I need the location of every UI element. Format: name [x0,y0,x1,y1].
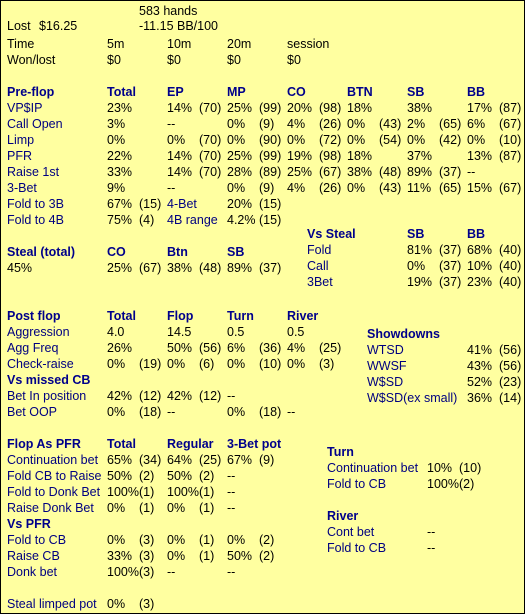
postflop-row-2-turn: 0% [227,357,246,371]
postflop-row-2-flop-n: (6) [199,357,215,371]
preflop-row-0-bb: 17% [467,101,493,115]
flop-pfr-row-1-total-n: (2) [139,469,155,483]
vs-steal-title: Vs Steal [307,227,356,241]
vs-pfr-row-0-regular-n: (1) [199,533,215,547]
flop-pfr-row-0-regular: 64% [167,453,193,467]
preflop-row-3-label: PFR [7,149,32,163]
preflop-row-2-bb: 0% [467,133,486,147]
preflop-row-3-co-n: (98) [319,149,342,163]
preflop-row-2-co-n: (72) [319,133,342,147]
four-bet-range-label: 4B range [167,213,218,227]
vs-pfr-row-1-regular: 0% [167,549,186,563]
flop-pfr-col-total: Total [107,437,136,451]
postflop-row-2-label: Check-raise [7,357,74,371]
river-title: River [327,509,359,523]
vs-steal-row-1-bb-n: (40) [499,259,522,273]
vs-pfr-row-2-label: Donk bet [7,565,58,579]
wonlost-20m: $0 [227,53,241,67]
flop-pfr-row-2-3bet: -- [227,485,236,499]
preflop-col-co: CO [287,85,306,99]
time-label: Time [7,37,35,51]
preflop-row-0-co-n: (98) [319,101,342,115]
preflop-row-3-total: 22% [107,149,133,163]
postflop-row-0-river: 0.5 [287,325,305,339]
preflop-row-4-btn: 38% [347,165,373,179]
postflop-row-0-turn: 0.5 [227,325,245,339]
preflop-col-sb: SB [407,85,425,99]
preflop-row-1-mp-n: (9) [259,117,275,131]
preflop-row-2-ep-n: (70) [199,133,222,147]
preflop-row-4-ep-n: (70) [199,165,222,179]
preflop-row-1-mp: 0% [227,117,246,131]
missed-cb-row-1-label: Bet OOP [7,405,58,419]
preflop-row-2-btn-n: (54) [379,133,402,147]
showdown-row-1-pct: 43% [467,359,493,373]
preflop-row-0-co: 20% [287,101,313,115]
flop-pfr-row-2-total: 100% [107,485,139,499]
preflop-row-0-label: VP$IP [7,101,43,115]
vs-steal-row-2-label: 3Bet [307,275,333,289]
vs-pfr-row-0-label: Fold to CB [7,533,67,547]
steal-total: 45% [7,261,33,275]
four-bet-n: (15) [259,197,282,211]
river-row-1-label: Fold to CB [327,541,387,555]
postflop-row-1-label: Agg Freq [7,341,59,355]
missed-cb-row-0-flop-n: (12) [199,389,222,403]
flop-pfr-row-2-total-n: (1) [139,485,155,499]
missed-cb-row-1-total: 0% [107,405,126,419]
flop-pfr-row-0-total-n: (34) [139,453,162,467]
preflop-row-2-total: 0% [107,133,126,147]
flop-pfr-row-1-3bet: -- [227,469,236,483]
four-bet-label: 4-Bet [167,197,197,211]
flop-pfr-row-2-label: Fold to Donk Bet [7,485,101,499]
postflop-row-1-river-n: (25) [319,341,342,355]
preflop-row-4-sb: 89% [407,165,433,179]
fold-to-3b-n: (15) [139,197,162,211]
preflop-row-1-ep: -- [167,117,176,131]
preflop-col-bb: BB [467,85,486,99]
showdown-row-2-n: (23) [499,375,522,389]
steal-limped-pct: 0% [107,597,126,611]
vs-pfr-row-1-regular-n: (1) [199,549,215,563]
preflop-row-4-btn-n: (48) [379,165,402,179]
four-bet-range-pct: 4.2% [227,213,256,227]
preflop-col-total: Total [107,85,136,99]
showdown-row-2-pct: 52% [467,375,493,389]
vs-pfr-row-1-label: Raise CB [7,549,60,563]
preflop-row-0-bb-n: (87) [499,101,522,115]
preflop-row-4-bb: -- [467,165,476,179]
vs-pfr-row-0-regular: 0% [167,533,186,547]
preflop-row-0-ep-n: (70) [199,101,222,115]
preflop-row-2-co: 0% [287,133,306,147]
wonlost-10m: $0 [167,53,181,67]
steal-sb: 89% [227,261,253,275]
postflop-col-total: Total [107,309,136,323]
vs-steal-row-1-bb: 10% [467,259,493,273]
preflop-row-0-mp-n: (99) [259,101,282,115]
postflop-row-0-label: Aggression [7,325,70,339]
steal-col-co: CO [107,245,126,259]
preflop-row-5-ep: -- [167,181,176,195]
preflop-row-2-label: Limp [7,133,35,147]
preflop-row-5-total: 9% [107,181,126,195]
vs-pfr-title: Vs PFR [7,517,51,531]
postflop-row-1-flop-n: (56) [199,341,222,355]
preflop-col-btn: BTN [347,85,373,99]
vs-steal-col-sb: SB [407,227,425,241]
preflop-row-1-sb: 2% [407,117,426,131]
time-col-10m: 10m [167,37,192,51]
steal-sb-n: (37) [259,261,282,275]
fold-to-4b-pct: 75% [107,213,133,227]
showdown-row-1-label: WWSF [367,359,407,373]
flop-pfr-row-1-regular: 50% [167,469,193,483]
postflop-row-1-river: 4% [287,341,306,355]
showdown-row-2-label: W$SD [367,375,404,389]
preflop-col-ep: EP [167,85,184,99]
preflop-row-0-sb: 38% [407,101,433,115]
vs-pfr-row-1-total-n: (3) [139,549,155,563]
missed-cb-row-1-river: -- [287,405,296,419]
preflop-row-5-btn-n: (43) [379,181,402,195]
preflop-row-4-co: 25% [287,165,313,179]
flop-pfr-row-1-label: Fold CB to Raise [7,469,102,483]
preflop-row-5-bb: 15% [467,181,493,195]
river-row-0-label: Cont bet [327,525,375,539]
preflop-row-4-mp-n: (89) [259,165,282,179]
steal-limped-n: (3) [139,597,155,611]
postflop-row-1-flop: 50% [167,341,193,355]
preflop-row-3-mp: 25% [227,149,253,163]
preflop-row-5-co: 4% [287,181,306,195]
four-bet-range-n: (15) [259,213,282,227]
lost-label: Lost [7,19,31,33]
turn-row-1-label: Fold to CB [327,477,387,491]
flop-pfr-row-0-3bet: 67% [227,453,253,467]
flop-pfr-col-3bet: 3-Bet pot [227,437,282,451]
preflop-row-3-ep-n: (70) [199,149,222,163]
flop-pfr-row-2-regular: 100% [167,485,199,499]
flop-pfr-row-2-regular-n: (1) [199,485,215,499]
preflop-row-3-btn: 18% [347,149,373,163]
vs-pfr-row-0-3bet-n: (2) [259,533,275,547]
preflop-row-2-mp-n: (90) [259,133,282,147]
steal-col-sb: SB [227,245,245,259]
showdown-row-0-label: WTSD [367,343,404,357]
preflop-row-3-co: 19% [287,149,313,163]
preflop-row-2-sb-n: (42) [439,133,462,147]
preflop-row-1-sb-n: (65) [439,117,462,131]
vs-steal-col-bb: BB [467,227,486,241]
postflop-row-0-total: 4.0 [107,325,125,339]
flop-pfr-row-0-3bet-n: (9) [259,453,275,467]
preflop-row-1-label: Call Open [7,117,63,131]
preflop-row-0-btn: 18% [347,101,373,115]
turn-row-1-pct: 100% [427,477,459,491]
flop-pfr-row-3-total: 0% [107,501,126,515]
vs-steal-row-2-sb-n: (37) [439,275,462,289]
postflop-row-2-river: 0% [287,357,306,371]
missed-cb-row-1-total-n: (18) [139,405,162,419]
wonlost-session: $0 [287,53,301,67]
showdown-row-3-label: W$SD(ex small) [367,391,458,405]
preflop-row-5-mp: 0% [227,181,246,195]
preflop-row-4-label: Raise 1st [7,165,60,179]
steal-btn-n: (48) [199,261,222,275]
postflop-row-2-turn-n: (10) [259,357,282,371]
preflop-col-mp: MP [227,85,246,99]
steal-btn: 38% [167,261,193,275]
turn-row-0-label: Continuation bet [327,461,419,475]
time-col-20m: 20m [227,37,252,51]
time-col-5m: 5m [107,37,125,51]
fold-to-3b-label: Fold to 3B [7,197,64,211]
flop-pfr-row-1-total: 50% [107,469,133,483]
preflop-row-3-sb: 37% [407,149,433,163]
vs-steal-row-2-bb-n: (40) [499,275,522,289]
vs-pfr-row-2-total: 100% [107,565,139,579]
vs-pfr-row-1-3bet: 50% [227,549,253,563]
missed-cb-row-0-total-n: (12) [139,389,162,403]
preflop-row-5-btn: 0% [347,181,366,195]
postflop-col-turn: Turn [227,309,254,323]
fold-to-3b-pct: 67% [107,197,133,211]
steal-co: 25% [107,261,133,275]
missed-cb-row-0-flop: 42% [167,389,193,403]
preflop-row-2-mp: 0% [227,133,246,147]
steal-col-btn: Btn [167,245,188,259]
preflop-row-3-mp-n: (99) [259,149,282,163]
showdown-row-3-pct: 36% [467,391,493,405]
lost-amount: $16.25 [39,19,78,33]
turn-row-0-pct: 10% [427,461,453,475]
postflop-col-flop: Flop [167,309,194,323]
showdown-row-3-n: (14) [499,391,522,405]
flop-pfr-title: Flop As PFR [7,437,81,451]
vs-steal-row-0-sb-n: (37) [439,243,462,257]
preflop-row-1-btn: 0% [347,117,366,131]
vs-steal-row-0-bb: 68% [467,243,493,257]
flop-pfr-col-regular: Regular [167,437,214,451]
turn-title: Turn [327,445,354,459]
postflop-row-2-total-n: (19) [139,357,162,371]
preflop-row-1-total: 3% [107,117,126,131]
preflop-row-1-co: 4% [287,117,306,131]
preflop-row-4-co-n: (67) [319,165,342,179]
flop-pfr-row-3-regular-n: (1) [199,501,215,515]
vs-missed-cb-title: Vs missed CB [7,373,91,387]
flop-pfr-row-3-label: Raise Donk Bet [7,501,94,515]
preflop-row-2-bb-n: (10) [499,133,522,147]
preflop-row-5-label: 3-Bet [7,181,37,195]
postflop-row-2-total: 0% [107,357,126,371]
vs-steal-row-1-label: Call [307,259,329,273]
steal-title: Steal (total) [7,245,76,259]
preflop-row-1-bb: 6% [467,117,486,131]
vs-pfr-row-1-total: 33% [107,549,133,563]
postflop-row-0-flop: 14.5 [167,325,192,339]
preflop-row-5-bb-n: (67) [499,181,522,195]
postflop-col-river: River [287,309,319,323]
flop-pfr-row-0-regular-n: (25) [199,453,222,467]
postflop-row-1-total: 26% [107,341,133,355]
vs-pfr-row-1-3bet-n: (2) [259,549,275,563]
preflop-row-4-mp: 28% [227,165,253,179]
vs-steal-row-0-bb-n: (40) [499,243,522,257]
postflop-row-2-flop: 0% [167,357,186,371]
missed-cb-row-1-flop: -- [167,405,176,419]
vs-pfr-row-2-regular: -- [167,565,176,579]
preflop-row-2-ep: 0% [167,133,186,147]
showdown-row-1-n: (56) [499,359,522,373]
vs-pfr-row-2-3bet: -- [227,565,236,579]
four-bet-pct: 20% [227,197,253,211]
preflop-row-1-bb-n: (67) [499,117,522,131]
showdown-row-0-n: (56) [499,343,522,357]
preflop-row-1-co-n: (26) [319,117,342,131]
vs-steal-row-1-sb-n: (37) [439,259,462,273]
postflop-row-1-turn: 6% [227,341,246,355]
wonlost-label: Won/lost [7,53,56,67]
preflop-row-3-bb: 13% [467,149,493,163]
vs-pfr-row-0-total-n: (3) [139,533,155,547]
river-row-0-pct: -- [427,525,436,539]
preflop-row-0-mp: 25% [227,101,253,115]
flop-pfr-row-1-regular-n: (2) [199,469,215,483]
flop-pfr-row-3-regular: 0% [167,501,186,515]
steal-limped-label: Steal limped pot [7,597,97,611]
preflop-row-4-ep: 14% [167,165,193,179]
preflop-row-0-total: 23% [107,101,133,115]
preflop-row-5-mp-n: (9) [259,181,275,195]
hands-count: 583 hands [139,4,198,18]
turn-row-1-n: (2) [459,477,475,491]
vs-pfr-row-0-total: 0% [107,533,126,547]
wonlost-5m: $0 [107,53,121,67]
fold-to-4b-label: Fold to 4B [7,213,64,227]
postflop-title: Post flop [7,309,61,323]
vs-steal-row-0-sb: 81% [407,243,433,257]
flop-pfr-row-3-3bet: -- [227,501,236,515]
steal-co-n: (67) [139,261,162,275]
preflop-row-4-total: 33% [107,165,133,179]
postflop-row-1-turn-n: (36) [259,341,282,355]
turn-row-0-n: (10) [459,461,482,475]
preflop-row-2-btn: 0% [347,133,366,147]
time-col-session: session [287,37,330,51]
preflop-title: Pre-flop [7,85,55,99]
vs-pfr-row-0-3bet: 0% [227,533,246,547]
vs-steal-row-0-label: Fold [307,243,332,257]
preflop-row-5-sb-n: (65) [439,181,462,195]
preflop-row-3-ep: 14% [167,149,193,163]
flop-pfr-row-0-total: 65% [107,453,133,467]
missed-cb-row-0-turn: -- [227,389,236,403]
preflop-row-3-bb-n: (87) [499,149,522,163]
flop-pfr-row-0-label: Continuation bet [7,453,99,467]
preflop-row-2-sb: 0% [407,133,426,147]
preflop-row-5-co-n: (26) [319,181,342,195]
fold-to-4b-n: (4) [139,213,155,227]
missed-cb-row-0-label: Bet In position [7,389,87,403]
vs-steal-row-2-sb: 19% [407,275,433,289]
missed-cb-row-1-turn-n: (18) [259,405,282,419]
vs-steal-row-1-sb: 0% [407,259,426,273]
showdowns-title: Showdowns [367,327,440,341]
preflop-row-4-sb-n: (37) [439,165,462,179]
missed-cb-row-1-turn: 0% [227,405,246,419]
bb-per-100: -11.15 BB/100 [139,19,218,33]
missed-cb-row-0-total: 42% [107,389,133,403]
preflop-row-1-btn-n: (43) [379,117,402,131]
river-row-1-pct: -- [427,541,436,555]
preflop-row-0-ep: 14% [167,101,193,115]
postflop-row-2-river-n: (3) [319,357,335,371]
vs-steal-row-2-bb: 23% [467,275,493,289]
showdown-row-0-pct: 41% [467,343,493,357]
vs-pfr-row-2-total-n: (3) [139,565,155,579]
preflop-row-5-sb: 11% [407,181,432,195]
flop-pfr-row-3-total-n: (1) [139,501,155,515]
